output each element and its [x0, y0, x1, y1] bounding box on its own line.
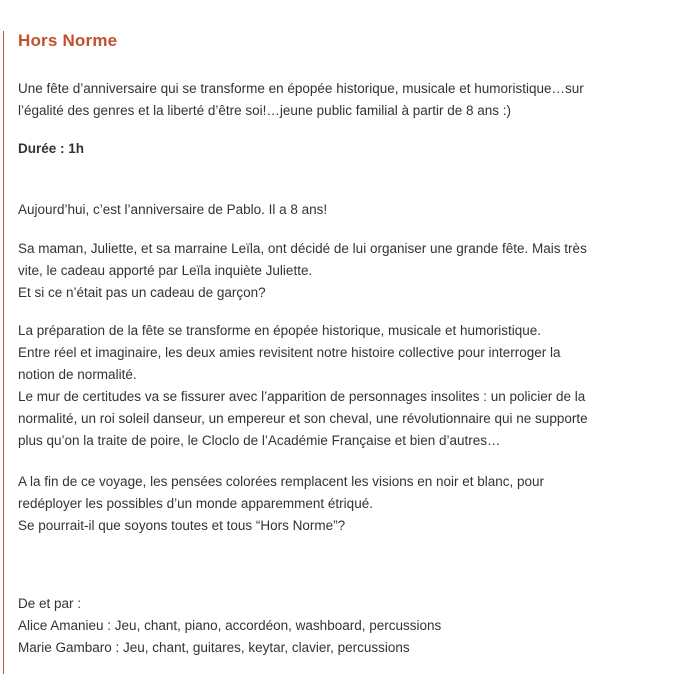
credits: [18, 593, 678, 659]
paragraph-line: Sa maman, Juliette, et sa marraine Leïla, ont décidé de lui organiser une grande fête. Mais très: [18, 241, 587, 256]
paragraph-line: redéployer les possibles d’un monde apparemment étriqué.: [18, 496, 373, 511]
credits-line: Marie Gambaro : Jeu, chant, guitares, keytar, clavier, percussions: [18, 640, 410, 655]
article-title: Hors Norme: [18, 31, 118, 50]
paragraph-line: Se pourrait-il que soyons toutes et tous “Hors Norme”?: [18, 518, 346, 533]
left-divider: [3, 31, 4, 674]
intro-paragraph: [18, 78, 678, 122]
duration-text: [18, 138, 678, 160]
paragraph-3: [18, 320, 678, 452]
paragraph-line: notion de normalité.: [18, 367, 137, 382]
credits-line: Alice Amanieu : Jeu, chant, piano, accordéon, washboard, percussions: [18, 618, 442, 633]
paragraph-line: plus qu’on la traite de poire, le Cloclo de l’Académie Française et bien d’autres…: [18, 433, 501, 448]
paragraph-4: [18, 471, 678, 537]
paragraph-line: Aujourd’hui, c’est l’anniversaire de Pablo. Il a 8 ans!: [18, 202, 328, 217]
paragraph-line: A la fin de ce voyage, les pensées colorées remplacent les visions en noir et blanc, pour: [18, 474, 545, 489]
paragraph-line: Et si ce n’était pas un cadeau de garçon?: [18, 285, 266, 300]
paragraph-line: Entre réel et imaginaire, les deux amies revisitent notre histoire collective pour interroger la: [18, 345, 561, 360]
paragraph-line: vite, le cadeau apporté par Leïla inquiète Juliette.: [18, 263, 313, 278]
paragraph-line: La préparation de la fête se transforme en épopée historique, musicale et humoristique.: [18, 323, 542, 338]
paragraph-1: [18, 199, 678, 221]
paragraph-line: normalité, un roi soleil danseur, un empereur et son cheval, une révolutionnaire qui ne supporte: [18, 411, 588, 426]
duration-label: Durée : 1h: [18, 141, 85, 156]
paragraph-2: [18, 238, 678, 304]
intro-line: Une fête d’anniversaire qui se transforme en épopée historique, musicale et humoristique…sur: [18, 81, 584, 96]
intro-line: l’égalité des genres et la liberté d’être soi!…jeune public familial à partir de 8 ans :): [18, 103, 512, 118]
credits-heading: De et par :: [18, 596, 82, 611]
paragraph-line: Le mur de certitudes va se fissurer avec l’apparition de personnages insolites : un policier de la: [18, 389, 586, 404]
